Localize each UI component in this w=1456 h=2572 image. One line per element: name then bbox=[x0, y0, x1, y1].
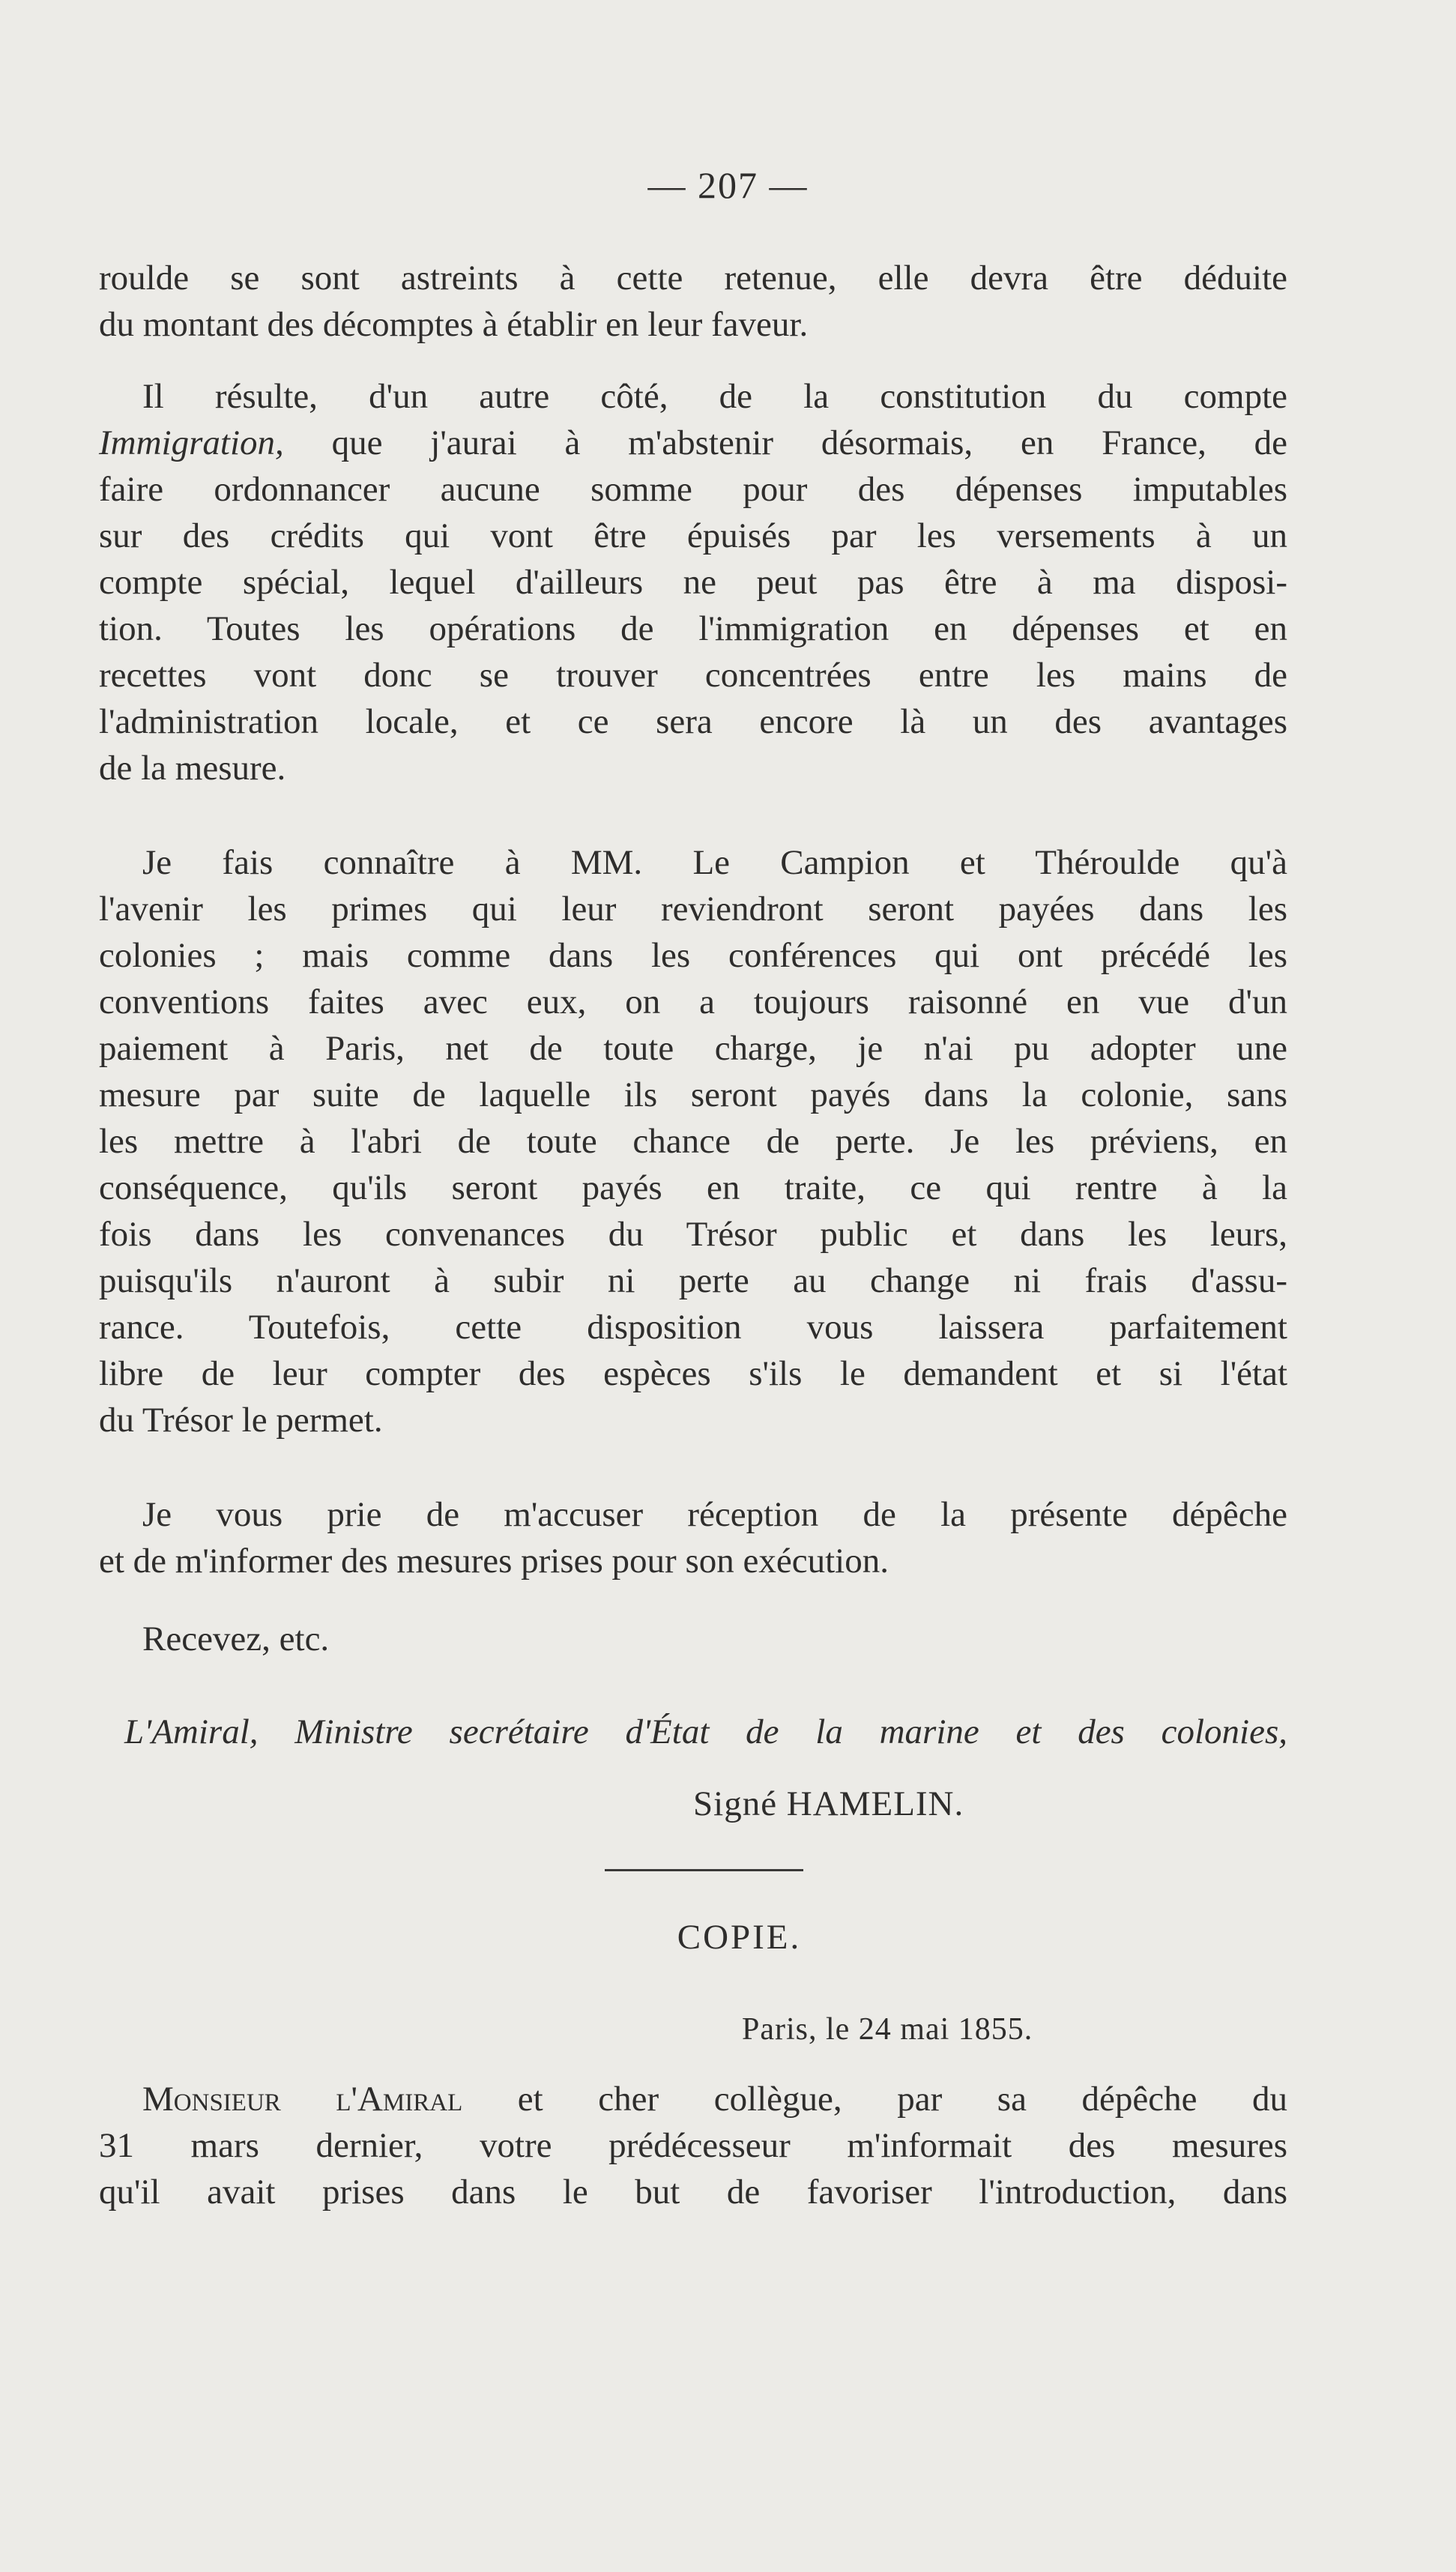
text-line: compte spécial, lequel d'ailleurs ne peut pas être à ma disposi- bbox=[99, 563, 1287, 602]
text-fragment: et cher collègue, par sa dépêche du bbox=[462, 2080, 1287, 2119]
text-line bbox=[142, 2076, 1287, 2122]
text-line: les mettre à l'abri de toute chance de perte. Je les préviens, en bbox=[99, 1122, 1287, 1161]
text-line: 31 mars dernier, votre prédécesseur m'informait des mesures bbox=[99, 2126, 1287, 2165]
text-line: Il résulte, d'un autre côté, de la constitution du compte bbox=[142, 377, 1287, 416]
text-line: du Trésor le permet. bbox=[99, 1401, 383, 1440]
salutation: Monsieur l'Amiral bbox=[142, 2080, 463, 2119]
text-line: colonies ; mais comme dans les conférences qui ont précédé les bbox=[99, 936, 1287, 975]
text-line: Je vous prie de m'accuser réception de la présente dépêche bbox=[142, 1495, 1287, 1534]
text-line: l'administration locale, et ce sera encore là un des avantages bbox=[99, 702, 1287, 741]
text-line: l'avenir les primes qui leur reviendront seront payées dans les bbox=[99, 890, 1287, 929]
text-line: tion. Toutes les opérations de l'immigration en dépenses et en bbox=[99, 609, 1287, 648]
text-line: libre de leur compter des espèces s'ils le demandent et si l'état bbox=[99, 1354, 1287, 1393]
text-line: et de m'informer des mesures prises pour son exécution. bbox=[99, 1542, 889, 1581]
page-number: — 207 — bbox=[647, 164, 809, 206]
text-line: de la mesure. bbox=[99, 749, 286, 788]
italic-word: Immigration, bbox=[99, 423, 284, 462]
text-fragment: que j'aurai à m'abstenir désormais, en France, de bbox=[331, 423, 1287, 462]
text-line: rance. Toutefois, cette disposition vous laissera parfaitement bbox=[99, 1308, 1287, 1347]
copie-heading: COPIE. bbox=[677, 1918, 802, 1957]
divider-rule bbox=[605, 1869, 803, 1871]
text-line: fois dans les convenances du Trésor public et dans les leurs, bbox=[99, 1215, 1287, 1254]
text-line: recettes vont donc se trouver concentrées entre les mains de bbox=[99, 656, 1287, 695]
text-line: roulde se sont astreints à cette retenue, elle devra être déduite bbox=[99, 259, 1287, 298]
text-line: conséquence, qu'ils seront payés en traite, ce qui rentre à la bbox=[99, 1168, 1287, 1207]
text-line: faire ordonnancer aucune somme pour des dépenses imputables bbox=[99, 470, 1287, 509]
signed-name: Signé HAMELIN. bbox=[693, 1784, 964, 1823]
text-line: Je fais connaître à MM. Le Campion et Théroulde qu'à bbox=[142, 843, 1287, 882]
text-line bbox=[99, 420, 1287, 466]
text-line: du montant des décomptes à établir en leur faveur. bbox=[99, 305, 809, 344]
text-line: paiement à Paris, net de toute charge, je n'ai pu adopter une bbox=[99, 1029, 1287, 1068]
text-line: puisqu'ils n'auront à subir ni perte au change ni frais d'assu- bbox=[99, 1261, 1287, 1300]
text-line: mesure par suite de laquelle ils seront payés dans la colonie, sans bbox=[99, 1075, 1287, 1114]
date-line: Paris, le 24 mai 1855. bbox=[742, 2012, 1033, 2047]
text-line: sur des crédits qui vont être épuisés par les versements à un bbox=[99, 516, 1287, 555]
text-line: Recevez, etc. bbox=[142, 1619, 330, 1658]
text-line: conventions faites avec eux, on a toujours raisonné en vue d'un bbox=[99, 982, 1287, 1021]
signature-title: L'Amiral, Ministre secrétaire d'État de la marine et des colonies, bbox=[124, 1712, 1287, 1751]
text-line: qu'il avait prises dans le but de favoriser l'introduction, dans bbox=[99, 2173, 1287, 2212]
